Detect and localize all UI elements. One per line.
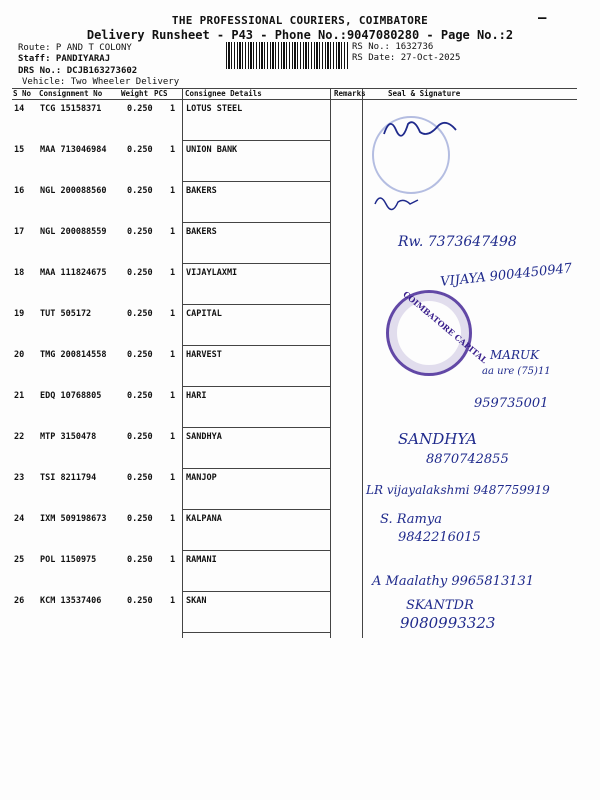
cell-consignment: MTP 3150478 [40,432,97,442]
hw-manjop: LR vijayalakshmi 9487759919 [366,483,550,497]
drs-label: DRS No.: DCJB163273602 [18,66,138,76]
cell-sno: 18 [14,268,25,278]
cell-pcs: 1 [170,555,176,565]
row-separator [182,591,330,592]
cell-pcs: 1 [170,268,176,278]
hw-hari: 959735001 [474,396,549,411]
hw-kalpana-phone: 9842216015 [398,530,481,545]
vehicle-label: Vehicle: Two Wheeler Delivery [22,77,180,87]
cell-sno: 17 [14,227,25,237]
col-divider-2 [330,88,331,638]
cell-pcs: 1 [170,596,176,606]
hw-vijaya: VIJAYA 9004450947 [439,261,573,290]
cell-weight: 0.250 [127,268,153,278]
cell-pcs: 1 [170,227,176,237]
cell-sno: 19 [14,309,25,319]
cell-consignee: BAKERS [186,186,217,196]
cell-consignee: HARI [186,391,207,401]
cell-sno: 26 [14,596,25,606]
cell-pcs: 1 [170,104,176,114]
cell-pcs: 1 [170,514,176,524]
cell-consignment: TUT 505172 [40,309,92,319]
col-header-seal: Seal & Signature [388,89,461,98]
cell-consignee: KALPANA [186,514,222,524]
cell-consignee: BAKERS [186,227,217,237]
cell-sno: 23 [14,473,25,483]
col-divider-1 [182,88,183,638]
cell-sno: 16 [14,186,25,196]
cell-consignee: VIJAYLAXMI [186,268,238,278]
hw-ramani: A Maalathy 9965813131 [372,574,535,589]
row-separator [182,181,330,182]
cell-consignee: MANJOP [186,473,217,483]
cell-consignment: TCG 15158371 [40,104,102,114]
row-separator [182,427,330,428]
cell-pcs: 1 [170,145,176,155]
hw-skan-phone: 9080993323 [400,614,496,632]
cell-consignment: EDQ 10768805 [40,391,102,401]
cell-consignment: TSI 8211794 [40,473,97,483]
cell-consignment: TMG 200814558 [40,350,107,360]
hw-bakers-phone: Rw. 7373647498 [398,234,517,250]
row-separator [182,550,330,551]
cell-pcs: 1 [170,473,176,483]
row-separator [182,468,330,469]
cell-sno: 21 [14,391,25,401]
cell-weight: 0.250 [127,186,153,196]
cell-sno: 24 [14,514,25,524]
runsheet-subtitle: Delivery Runsheet - P43 - Phone No.:9047080280 - Page No.:2 [86,28,514,42]
rs-number: RS No.: 1632736 [352,42,434,52]
cell-sno: 15 [14,145,25,155]
cell-consignee: SANDHYA [186,432,222,442]
cell-consignment: KCM 13537406 [40,596,102,606]
cell-consignee: CAPITAL [186,309,222,319]
row-separator [182,222,330,223]
signature-lotus [380,112,460,142]
cell-weight: 0.250 [127,350,153,360]
route-label: Route: P AND T COLONY [18,43,132,53]
cell-consignee: UNION BANK [186,145,238,155]
row-separator [182,509,330,510]
row-separator [182,386,330,387]
row-separator [182,140,330,141]
cell-weight: 0.250 [127,104,153,114]
cell-weight: 0.250 [127,473,153,483]
cell-sno: 25 [14,555,25,565]
cell-pcs: 1 [170,391,176,401]
rs-date: RS Date: 27-Oct-2025 [352,53,461,63]
col-header-weight: Weight [121,89,149,98]
cell-weight: 0.250 [127,514,153,524]
cell-sno: 14 [14,104,25,114]
cell-consignment: MAA 713046984 [40,145,107,155]
row-separator [182,345,330,346]
cell-pcs: 1 [170,432,176,442]
company-title: THE PROFESSIONAL COURIERS, COIMBATORE [171,14,429,27]
cell-consignee: SKAN [186,596,207,606]
cell-sno: 22 [14,432,25,442]
cell-sno: 20 [14,350,25,360]
hw-sandhya-name: SANDHYA [398,430,477,448]
cell-pcs: 1 [170,309,176,319]
cell-consignee: RAMANI [186,555,217,565]
row-separator [182,632,330,633]
hw-harvest-1: MARUK [490,348,540,362]
cell-weight: 0.250 [127,555,153,565]
row-separator [182,263,330,264]
cell-consignee: LOTUS STEEL [186,104,243,114]
cell-weight: 0.250 [127,227,153,237]
cell-weight: 0.250 [127,596,153,606]
row-separator [182,304,330,305]
cell-pcs: 1 [170,350,176,360]
cell-consignment: NGL 200088560 [40,186,107,196]
cell-pcs: 1 [170,186,176,196]
staff-label: Staff: PANDIYARAJ [18,54,111,64]
table-header-line [12,99,577,100]
cell-consignee: HARVEST [186,350,222,360]
barcode [226,42,348,69]
col-header-remarks: Remarks [334,89,366,98]
cell-weight: 0.250 [127,391,153,401]
col-header-sno: S No [13,89,32,98]
hw-kalpana-name: S. Ramya [380,512,442,527]
corner-mark: — [538,10,547,26]
col-header-pcs: PCS [154,89,168,98]
hw-skan-name: SKANTDR [406,598,474,613]
col-header-consignee: Consignee Details [185,89,262,98]
cell-consignment: NGL 200088559 [40,227,107,237]
col-divider-3 [362,88,363,638]
cell-weight: 0.250 [127,309,153,319]
cell-consignment: MAA 111824675 [40,268,107,278]
cell-weight: 0.250 [127,145,153,155]
hw-sandhya-phone: 8870742855 [426,452,509,467]
cell-weight: 0.250 [127,432,153,442]
col-header-consignment: Consignment No [39,89,103,98]
cell-consignment: IXM 509198673 [40,514,107,524]
stamp-capital-text: COIMBATORE CAPITAL [401,288,490,366]
cell-consignment: POL 1150975 [40,555,97,565]
signature-bakers [372,190,422,214]
hw-harvest-2: aa ure (75)11 [482,366,551,377]
